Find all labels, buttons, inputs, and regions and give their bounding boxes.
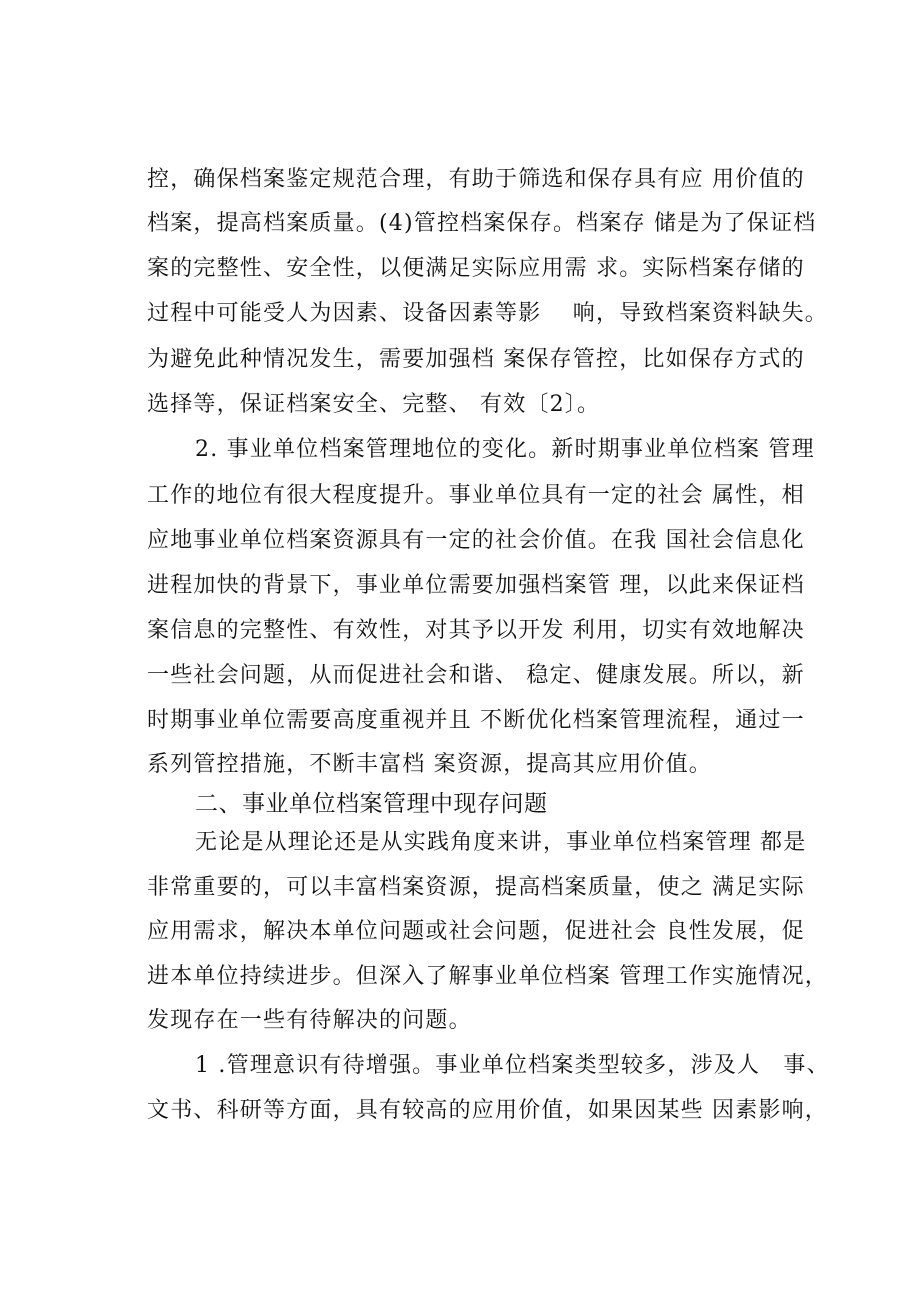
text-line: 时期事业单位需要高度重视并且 不断优化档案管理流程，通过一 [147, 708, 805, 733]
text-line: 档案，提高档案质量。(4)管控档案保存。档案存 储是为了保证档 [147, 211, 817, 236]
section-heading: 二、事业单位档案管理中现存问题 [195, 791, 548, 817]
text-line: 进本单位持续进步。但深入了解事业单位档案 管理工作实施情况， [147, 964, 828, 989]
text-line: 选择等，保证档案安全、完整、 有效〔2〕。 [147, 392, 601, 417]
text-line: 系列管控措施，不断丰富档 案资源，提高其应用价值。 [147, 752, 712, 777]
text-line: 过程中可能受人为因素、设备因素等影 响，导致档案资料缺失。 [147, 301, 828, 326]
text-line: 进程加快的背景下，事业单位需要加强档案管 理，以此来保证档 [147, 573, 805, 598]
text-line: 为避免此种情况发生，需要加强档 案保存管控，比如保存方式的 [147, 347, 805, 372]
text-line: 一些社会问题，从而促进社会和谐、 稳定、健康发展。所以，新 [147, 663, 805, 688]
text-line: 发现存在一些有待解决的问题。 [147, 1008, 472, 1033]
text-line: 应用需求，解决本单位问题或社会问题，促进社会 良性发展，促 [147, 919, 805, 944]
text-line: 工作的地位有很大程度提升。事业单位具有一定的社会 属性，相 [147, 483, 805, 508]
text-line: 2. 事业单位档案管理地位的变化。新时期事业单位档案 管理 [195, 437, 815, 462]
text-line: 文书、科研等方面，具有较高的应用价值，如果因某些 因素影响， [147, 1098, 828, 1123]
text-line: 非常重要的，可以丰富档案资源，提高档案质量，使之 满足实际 [147, 875, 805, 900]
text-line: 案的完整性、安全性，以便满足实际应用需 求。实际档案存储的 [147, 256, 805, 281]
text-line: 控，确保档案鉴定规范合理，有助于筛选和保存具有应 用价值的 [147, 167, 805, 192]
text-line: 无论是从理论还是从实践角度来讲，事业单位档案管理 都是 [195, 830, 807, 855]
text-line: 1 .管理意识有待增强。事业单位档案类型较多，涉及人 事、 [195, 1053, 830, 1078]
text-line: 应地事业单位档案资源具有一定的社会价值。在我 国社会信息化 [147, 528, 805, 553]
text-line: 案信息的完整性、有效性，对其予以开发 利用，切实有效地解决 [147, 618, 805, 643]
